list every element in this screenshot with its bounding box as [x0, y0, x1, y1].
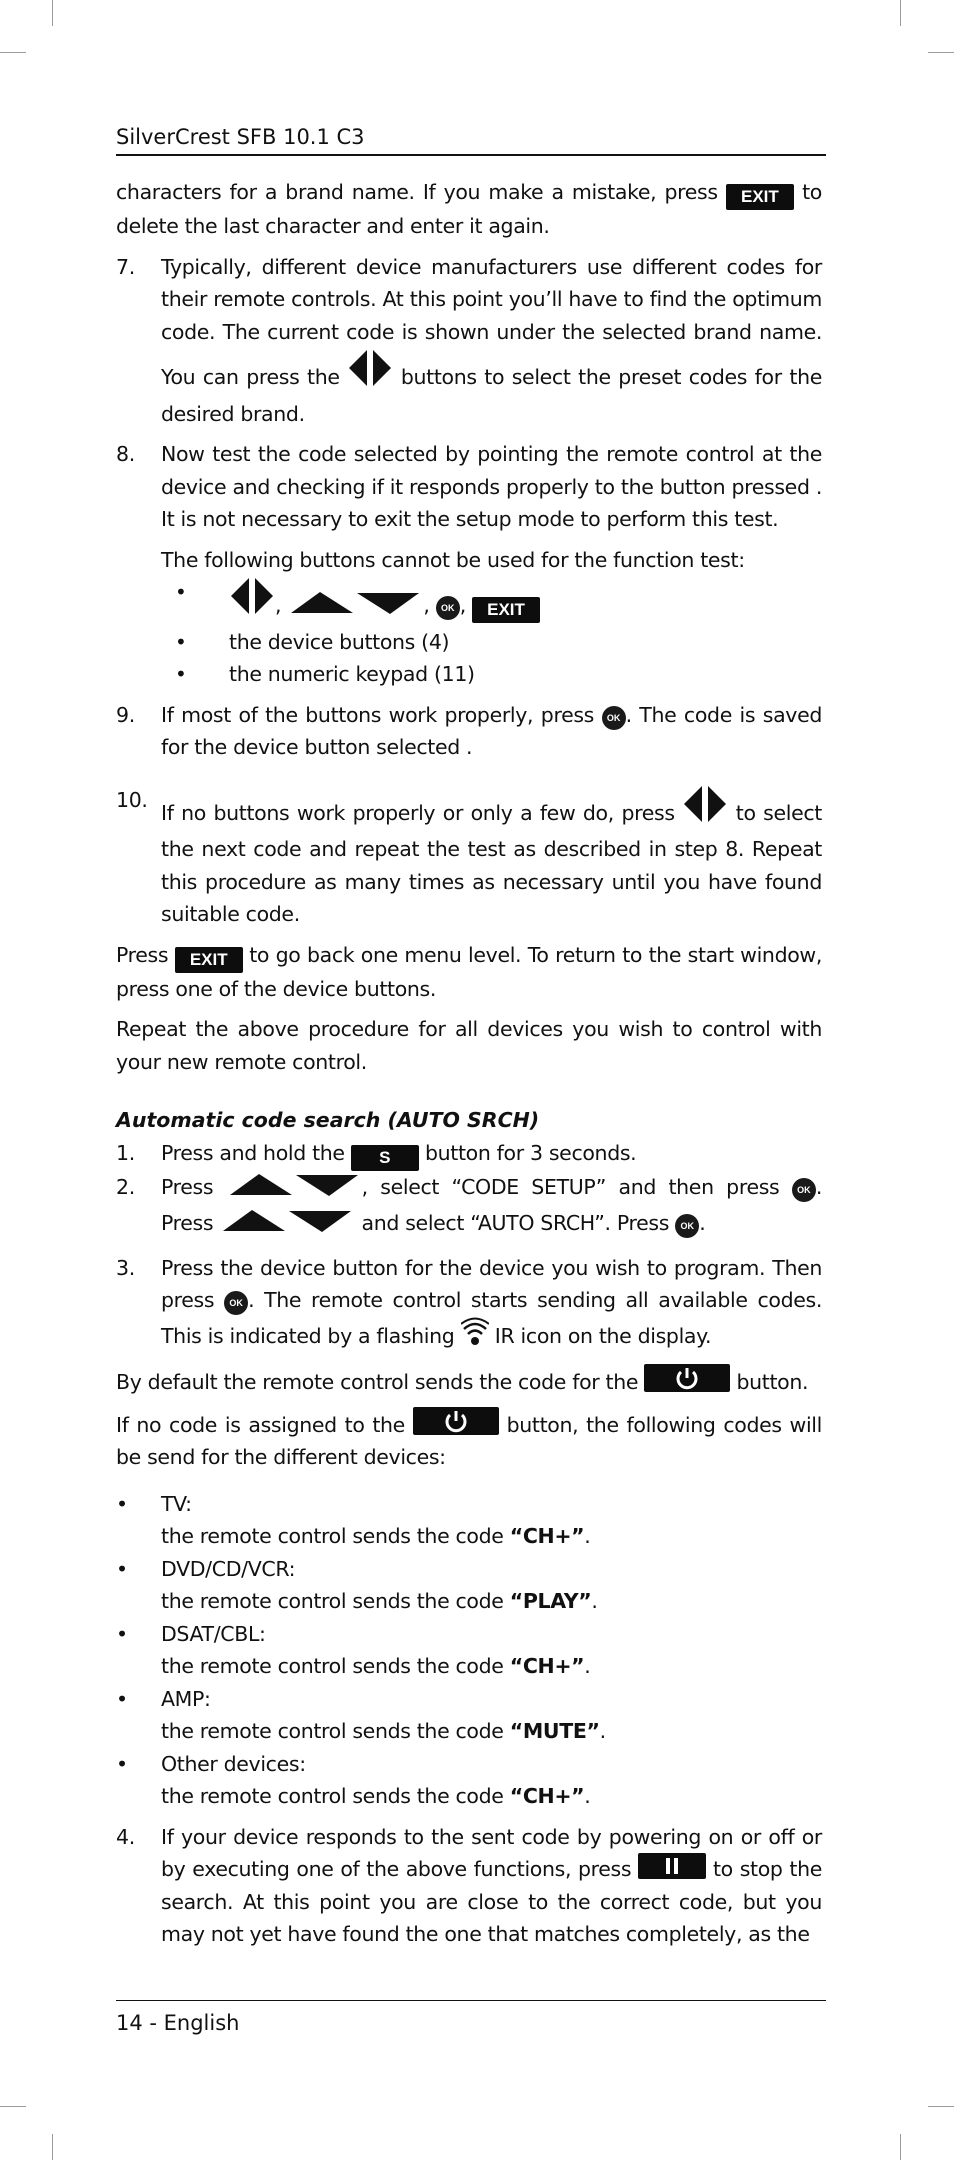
- text: IR icon on the display.: [494, 1323, 712, 1348]
- up-down-arrows-icon: [219, 1208, 355, 1244]
- text: . The code is saved for the device button selected .: [161, 702, 822, 759]
- device-code: “CH+”: [509, 1524, 585, 1548]
- item-number: 4.: [116, 1824, 135, 1849]
- separator: ,: [423, 593, 430, 617]
- text: Press: [116, 942, 169, 967]
- section-title: Automatic code search (AUTO SRCH): [116, 1108, 540, 1132]
- text: The following buttons cannot be used for the function test:: [161, 547, 745, 572]
- exit-button-icon: EXIT: [726, 184, 794, 210]
- bullet: •: [116, 1751, 128, 1776]
- text: to delete the last character and enter it again.: [116, 180, 822, 238]
- text: If no buttons work properly or only a few do, press: [161, 800, 675, 825]
- text: If no code is assigned to the: [116, 1412, 405, 1437]
- bullet: •: [175, 629, 187, 654]
- text: Press and hold the: [161, 1140, 345, 1165]
- device-code: “CH+”: [509, 1784, 585, 1808]
- separator: ,: [275, 593, 282, 617]
- text: Press the device button for the device you wish to program. Then press: [161, 1255, 822, 1312]
- bullet: •: [116, 1491, 128, 1516]
- text: characters for a brand name. If you make a mistake, press: [116, 180, 718, 204]
- text: to go back one menu level. To return to the start window, press one of the device buttons.: [116, 942, 823, 1001]
- bullet: •: [116, 1686, 128, 1711]
- device-code-line: the remote control sends the code “CH+”.: [161, 1654, 591, 1678]
- crop-mark: [0, 52, 26, 53]
- text: button for 3 seconds.: [425, 1140, 637, 1165]
- device-code: “PLAY”: [509, 1589, 592, 1613]
- list-item: [116, 1553, 822, 1618]
- list-item: [161, 576, 822, 626]
- ok-button-icon: OK: [792, 1178, 816, 1202]
- crop-mark: [928, 52, 954, 53]
- list-item: [116, 1748, 822, 1813]
- list-item: [116, 1683, 822, 1748]
- device-code-line: the remote control sends the code “CH+”.: [161, 1524, 591, 1548]
- device-code: “MUTE”: [509, 1719, 600, 1743]
- paragraph: Repeat the above procedure for all devices you wish to control with your new remote control.: [116, 1017, 822, 1074]
- page-header: SilverCrest SFB 10.1 C3: [116, 124, 826, 156]
- crop-mark: [0, 2106, 26, 2107]
- text: Now test the code selected by pointing the remote control at the device and checking if it responds properly to the button pressed . It is not necessary to exit the setup mode to perform this test.: [161, 442, 822, 531]
- text: and select “AUTO SRCH”. Press: [361, 1211, 670, 1235]
- device-name: DSAT/CBL:: [161, 1621, 266, 1646]
- bullet: •: [116, 1556, 128, 1581]
- item-number: 1.: [116, 1140, 135, 1165]
- left-right-arrows-icon: [682, 784, 728, 834]
- crop-mark: [928, 2106, 954, 2107]
- crop-mark: [52, 0, 53, 26]
- crop-mark: [900, 2134, 901, 2160]
- device-code-line: the remote control sends the code “CH+”.: [161, 1784, 591, 1808]
- page-footer: 14 - English: [116, 2011, 240, 2035]
- text: . Press: [161, 1174, 822, 1235]
- item-number: 10.: [116, 787, 148, 812]
- bullet: •: [175, 662, 187, 686]
- text: the numeric keypad (11): [229, 662, 475, 686]
- paragraph: [116, 939, 822, 1006]
- device-name: DVD/CD/VCR:: [161, 1556, 296, 1581]
- exit-button-icon: EXIT: [472, 597, 540, 623]
- item-number: 8.: [116, 442, 135, 466]
- list-item: [116, 1252, 822, 1357]
- up-down-arrows-icon: [226, 1172, 362, 1208]
- item-number: 2.: [116, 1174, 135, 1199]
- item-number: 9.: [116, 702, 135, 727]
- text: .: [699, 1211, 706, 1235]
- list-item: [116, 1618, 822, 1683]
- ok-button-icon: OK: [436, 596, 460, 620]
- text: button, the following codes will be send for the different devices:: [116, 1412, 822, 1469]
- device-code-line: the remote control sends the code “PLAY”.: [161, 1589, 598, 1613]
- text: If most of the buttons work properly, press: [161, 702, 594, 727]
- device-code: “CH+”: [509, 1654, 585, 1678]
- device-name: AMP:: [161, 1686, 211, 1711]
- item-number: 3.: [116, 1255, 135, 1280]
- list-item: [116, 1821, 822, 1951]
- device-code-list: [116, 1488, 822, 1813]
- bullet: •: [116, 1621, 128, 1646]
- text: the remote control sends the code: [161, 1784, 504, 1808]
- list-item: [116, 1488, 822, 1553]
- ir-signal-icon: [461, 1317, 489, 1357]
- list-item: [116, 438, 822, 691]
- list-item: [116, 1171, 822, 1244]
- text: , select “CODE SETUP” and then press: [361, 1174, 780, 1199]
- device-name: Other devices:: [161, 1751, 306, 1776]
- text: the device buttons (4): [229, 629, 450, 654]
- text: By default the remote control sends the code for the: [116, 1370, 639, 1394]
- crop-mark: [900, 0, 901, 26]
- text: Press: [161, 1174, 214, 1199]
- list-item: [116, 251, 822, 431]
- up-down-arrows-icon: [287, 590, 423, 626]
- text: the remote control sends the code: [161, 1654, 504, 1678]
- device-code-line: the remote control sends the code “MUTE”.: [161, 1719, 606, 1743]
- text: button.: [736, 1370, 809, 1394]
- left-right-arrows-icon: [347, 348, 393, 398]
- list-item: [116, 699, 822, 764]
- separator: ,: [459, 593, 466, 617]
- list-item: [116, 1137, 822, 1171]
- list-item: [161, 626, 822, 659]
- bullet: •: [175, 580, 187, 604]
- exit-button-icon: EXIT: [175, 947, 243, 973]
- text: . The remote control starts sending all available codes. This is indicated by a flashing: [161, 1288, 822, 1348]
- text: the remote control sends the code: [161, 1524, 504, 1548]
- text: the remote control sends the code: [161, 1589, 504, 1613]
- paragraph: [116, 1407, 822, 1474]
- list-item: [161, 658, 822, 691]
- ok-button-icon: OK: [602, 706, 626, 730]
- text: to stop the search. At this point you are close to the correct code, but you may not yet have found the one that matches completely, as the: [161, 1857, 823, 1946]
- text: Typically, different device manufacturers use different codes for their remote controls. At this point you’ll have to find the optimum code. The current code is shown under the selected brand name. You can press the: [161, 254, 822, 389]
- device-name: TV:: [161, 1491, 192, 1516]
- setup-button-icon: S: [351, 1145, 419, 1171]
- page-content: [116, 176, 822, 1959]
- text: If your device responds to the sent code by powering on or off or by executing one of the above functions, press: [161, 1824, 822, 1881]
- text: buttons to select the preset codes for the desired brand.: [161, 365, 822, 426]
- pause-button-icon: [638, 1853, 706, 1879]
- text: the remote control sends the code: [161, 1719, 504, 1743]
- power-button-icon: [413, 1407, 499, 1435]
- ok-button-icon: OK: [224, 1291, 248, 1315]
- list-item: [116, 784, 822, 931]
- left-right-arrows-icon: [229, 576, 275, 626]
- ok-button-icon: OK: [675, 1214, 699, 1238]
- power-button-icon: [644, 1364, 730, 1392]
- footer-divider: [116, 2000, 826, 2001]
- paragraph: [116, 1364, 822, 1399]
- intro-paragraph: [116, 176, 822, 243]
- crop-mark: [52, 2134, 53, 2160]
- item-number: 7.: [116, 254, 135, 279]
- text: to select the next code and repeat the test as described in step 8. Repeat this procedure as many times as necessary until you have found suitable code.: [161, 800, 822, 926]
